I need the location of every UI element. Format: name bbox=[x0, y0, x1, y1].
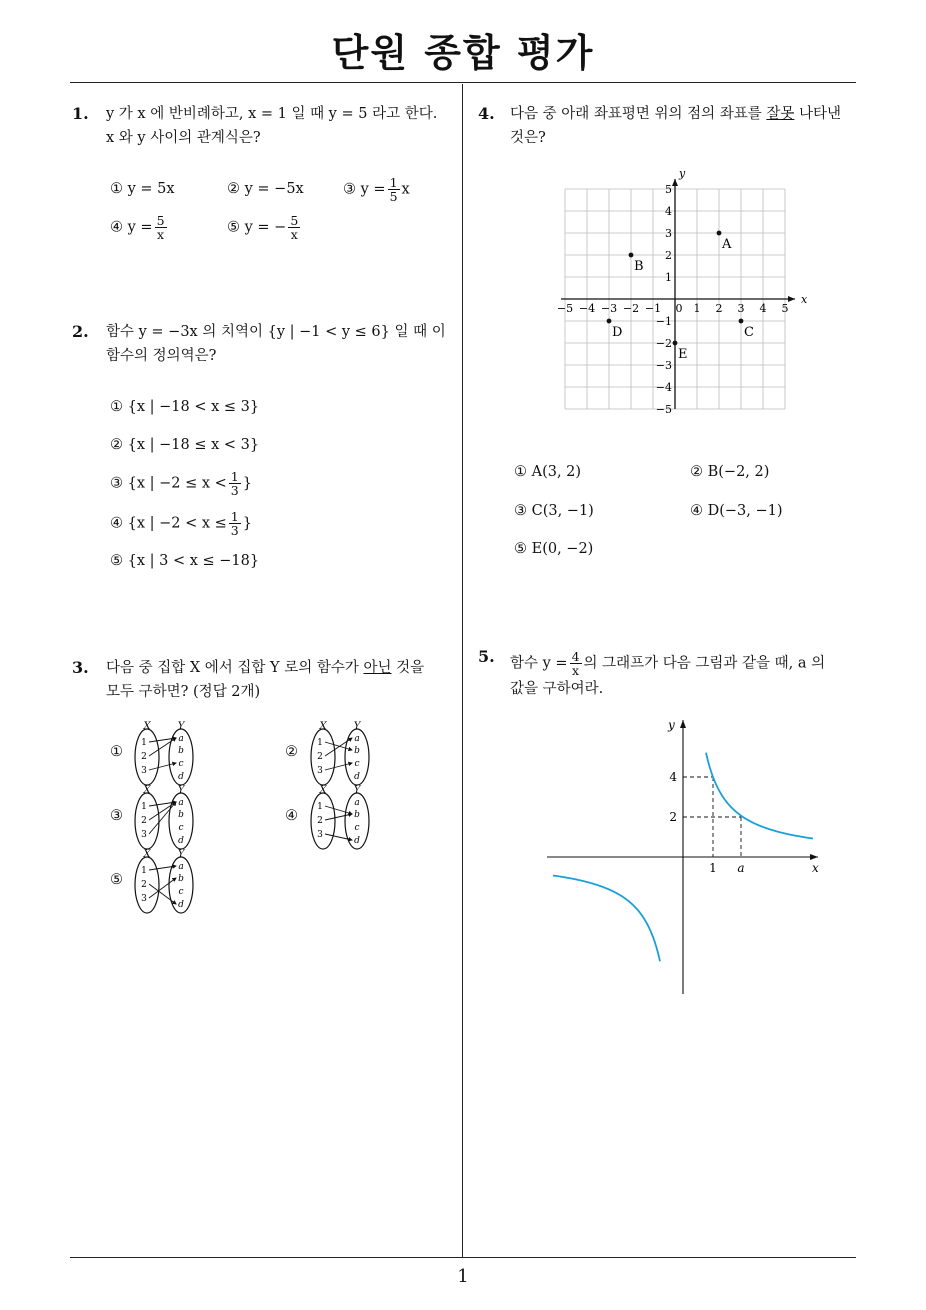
q2-option-4-label: ④ {x | −2 < x ≤ bbox=[110, 515, 227, 532]
set-x-element: 2 bbox=[141, 752, 147, 762]
x-tick-label: 5 bbox=[781, 302, 789, 315]
q4-line-1-part-b: 나타낸 bbox=[794, 106, 842, 122]
question-5-text bbox=[510, 650, 825, 701]
q1-option-4 bbox=[110, 214, 169, 241]
set-y-element: c bbox=[178, 823, 184, 833]
y-axis-arrow bbox=[672, 179, 678, 186]
fraction-denominator: 3 bbox=[230, 483, 239, 498]
set-x-element: 1 bbox=[141, 866, 147, 876]
y-axis-label: y bbox=[668, 718, 675, 732]
set-y-element: c bbox=[178, 887, 184, 897]
q3-mapping-diagram-1 bbox=[130, 720, 200, 786]
q4-option-1: ① A(3, 2) bbox=[514, 464, 582, 480]
set-y-element: d bbox=[354, 836, 360, 846]
x-axis-arrow bbox=[788, 296, 795, 302]
q1-option-4-label: ④ y = bbox=[110, 219, 153, 236]
y-tick-label: −5 bbox=[655, 403, 672, 416]
q2-option-4-fraction bbox=[229, 510, 241, 537]
fraction-numerator: 4 bbox=[571, 649, 580, 664]
q3-underlined-word: 아닌 bbox=[363, 660, 392, 676]
set-y-label: Y bbox=[177, 849, 185, 860]
q4-option-5: ⑤ E(0, −2) bbox=[514, 541, 594, 557]
hyperbola-branch-left bbox=[553, 876, 660, 962]
q3-option-5-label: ⑤ bbox=[110, 872, 123, 888]
question-3-text bbox=[106, 656, 424, 704]
set-x-element: 2 bbox=[317, 752, 323, 762]
point-label-C: C bbox=[744, 325, 754, 340]
x-tick-a: a bbox=[737, 861, 745, 875]
set-x-element: 1 bbox=[317, 738, 323, 748]
point-label-D: D bbox=[612, 325, 623, 340]
q3-mapping-diagram-2 bbox=[306, 720, 376, 786]
point-A bbox=[717, 231, 722, 236]
point-E bbox=[673, 341, 678, 346]
q3-mapping-diagram-3 bbox=[130, 784, 200, 850]
set-x-label: X bbox=[319, 721, 327, 732]
fraction-numerator: 5 bbox=[290, 213, 299, 228]
point-label-E: E bbox=[678, 347, 688, 362]
mapping-arrow bbox=[149, 738, 176, 756]
q1-option-3-variable: x bbox=[401, 181, 410, 198]
set-y-element: b bbox=[354, 810, 360, 820]
y-tick-4: 4 bbox=[669, 770, 677, 784]
set-x-element: 2 bbox=[141, 880, 147, 890]
question-2-line-1: 함수 y = −3x 의 치역이 {y | −1 < y ≤ 6} 일 때 이 bbox=[106, 324, 446, 340]
question-4-text bbox=[510, 102, 841, 150]
x-tick-label: −2 bbox=[622, 302, 640, 315]
fraction-denominator: x bbox=[290, 227, 298, 242]
q3-option-1-label: ① bbox=[110, 744, 123, 760]
q5-line-1-part-a: 함수 y = bbox=[510, 655, 568, 672]
fraction-denominator: x bbox=[157, 227, 165, 242]
mapping-arrow bbox=[325, 814, 352, 820]
y-tick-label: 1 bbox=[665, 271, 672, 284]
q4-line-1-part-a: 다음 중 아래 좌표평면 위의 점의 좌표를 bbox=[510, 106, 767, 122]
mapping-arrow bbox=[325, 738, 352, 756]
set-x-element: 1 bbox=[317, 802, 323, 812]
page-title: 단원 종합 평가 bbox=[331, 31, 595, 75]
q1-option-5-label: ⑤ y = − bbox=[227, 219, 287, 236]
fraction-denominator: 5 bbox=[389, 189, 398, 204]
y-tick-2: 2 bbox=[669, 810, 677, 824]
set-y-element: c bbox=[354, 823, 360, 833]
set-y-label: Y bbox=[177, 721, 185, 732]
question-1-line-1: y 가 x 에 반비례하고, x = 1 일 때 y = 5 라고 한다. bbox=[106, 106, 438, 122]
mapping-arrow bbox=[325, 763, 352, 770]
q5-fraction bbox=[570, 650, 582, 677]
question-5-number: 5. bbox=[478, 647, 495, 666]
x-tick-label: 1 bbox=[693, 302, 701, 315]
set-y-label: Y bbox=[353, 785, 361, 796]
set-y-element: c bbox=[178, 759, 184, 769]
bottom-divider bbox=[70, 1257, 856, 1258]
set-x-label: X bbox=[143, 785, 151, 796]
q2-option-3 bbox=[110, 470, 252, 497]
set-x-element: 1 bbox=[141, 738, 147, 748]
set-x-ellipse bbox=[135, 857, 159, 913]
q2-option-4-brace: } bbox=[242, 515, 252, 532]
question-3-number: 3. bbox=[72, 658, 89, 677]
q3-mapping-diagram-4 bbox=[306, 784, 376, 850]
mapping-arrow bbox=[149, 802, 176, 834]
set-y-element: a bbox=[178, 798, 184, 808]
point-label-B: B bbox=[634, 259, 644, 274]
set-x-element: 2 bbox=[317, 816, 323, 826]
mapping-arrow bbox=[149, 802, 176, 820]
x-tick-label: −4 bbox=[578, 302, 596, 315]
mapping-arrow bbox=[149, 878, 176, 898]
mapping-arrow bbox=[325, 806, 352, 814]
set-x-element: 3 bbox=[317, 830, 323, 840]
set-x-element: 3 bbox=[317, 766, 323, 776]
q3-line-1-part-b: 것을 bbox=[391, 660, 425, 676]
q3-option-3-label: ③ bbox=[110, 808, 123, 824]
fraction-numerator: 1 bbox=[230, 469, 239, 484]
mapping-arrow bbox=[325, 834, 352, 840]
question-2-line-2: 함수의 정의역은? bbox=[106, 348, 217, 364]
question-3-line-2: 모두 구하면? (정답 2개) bbox=[106, 684, 261, 700]
q1-option-5 bbox=[227, 214, 302, 241]
y-tick-label: −3 bbox=[655, 359, 672, 372]
set-y-element: b bbox=[178, 810, 184, 820]
x-axis-label: x bbox=[812, 861, 819, 875]
point-B bbox=[629, 253, 634, 258]
y-axis-arrow bbox=[680, 720, 686, 728]
fraction-numerator: 1 bbox=[230, 509, 239, 524]
q2-option-4 bbox=[110, 510, 252, 537]
set-y-element: b bbox=[178, 746, 184, 756]
question-5-line-2: 값을 구하여라. bbox=[510, 681, 604, 697]
question-2-number: 2. bbox=[72, 322, 89, 341]
set-x-ellipse bbox=[311, 793, 335, 849]
q5-line-1-part-b: 의 그래프가 다음 그림과 같을 때, a 의 bbox=[583, 655, 826, 672]
q4-option-2: ② B(−2, 2) bbox=[690, 464, 770, 480]
set-x-label: X bbox=[319, 785, 327, 796]
q1-option-1: ① y = 5x bbox=[110, 181, 175, 197]
set-y-element: d bbox=[178, 836, 184, 846]
set-x-label: X bbox=[143, 849, 151, 860]
set-y-label: Y bbox=[177, 785, 185, 796]
q1-option-2: ② y = −5x bbox=[227, 181, 304, 197]
q1-option-3 bbox=[343, 176, 410, 203]
question-5-line-1 bbox=[510, 650, 825, 677]
q4-option-4: ④ D(−3, −1) bbox=[690, 503, 783, 519]
set-y-element: a bbox=[354, 734, 360, 744]
q2-option-1: ① {x | −18 < x ≤ 3} bbox=[110, 399, 260, 415]
question-1-text bbox=[106, 102, 437, 150]
set-x-element: 3 bbox=[141, 830, 147, 840]
y-axis-label: y bbox=[679, 167, 686, 180]
mapping-arrow bbox=[149, 884, 176, 904]
q1-option-5-fraction bbox=[288, 214, 300, 241]
set-x-label: X bbox=[143, 721, 151, 732]
mapping-arrow bbox=[325, 742, 352, 750]
y-tick-label: 4 bbox=[665, 205, 672, 218]
fraction-numerator: 5 bbox=[156, 213, 165, 228]
set-y-element: b bbox=[354, 746, 360, 756]
top-divider bbox=[70, 82, 856, 83]
set-x-ellipse bbox=[311, 729, 335, 785]
q4-underlined-word: 잘못 bbox=[766, 106, 795, 122]
question-1-number: 1. bbox=[72, 104, 89, 123]
q2-option-3-label: ③ {x | −2 ≤ x < bbox=[110, 475, 227, 492]
page-number: 1 bbox=[457, 1266, 469, 1287]
coordinate-plane bbox=[556, 167, 810, 424]
fraction-numerator: 1 bbox=[389, 175, 398, 190]
y-tick-label: 5 bbox=[665, 183, 672, 196]
mapping-arrow bbox=[149, 763, 176, 770]
x-tick-label: 3 bbox=[737, 302, 745, 315]
set-y-element: d bbox=[354, 772, 360, 782]
set-y-label: Y bbox=[353, 721, 361, 732]
y-tick-label: −1 bbox=[655, 315, 672, 328]
q2-option-2: ② {x | −18 ≤ x < 3} bbox=[110, 437, 260, 453]
q3-option-2-label: ② bbox=[285, 744, 298, 760]
x-tick-label: −3 bbox=[600, 302, 618, 315]
point-label-A: A bbox=[722, 237, 732, 252]
set-y-element: d bbox=[178, 772, 184, 782]
y-tick-label: 2 bbox=[665, 249, 672, 262]
x-tick-label: 0 bbox=[675, 302, 683, 315]
fraction-denominator: 3 bbox=[230, 523, 239, 538]
question-3-line-1 bbox=[106, 656, 424, 680]
hyperbola-branch-right bbox=[706, 753, 813, 839]
set-y-element: a bbox=[354, 798, 360, 808]
set-x-element: 2 bbox=[141, 816, 147, 826]
y-tick-label: 3 bbox=[665, 227, 672, 240]
q3-line-1-part-a: 다음 중 집합 X 에서 집합 Y 로의 함수가 bbox=[106, 660, 364, 676]
point-D bbox=[607, 319, 612, 324]
y-tick-label: −4 bbox=[655, 381, 672, 394]
fraction-denominator: x bbox=[572, 663, 580, 678]
q1-option-3-fraction bbox=[388, 176, 400, 203]
y-tick-label: −2 bbox=[655, 337, 672, 350]
set-x-element: 1 bbox=[141, 802, 147, 812]
question-4-line-2: 것은? bbox=[510, 130, 546, 146]
set-y-element: a bbox=[178, 862, 184, 872]
question-4-line-1 bbox=[510, 102, 841, 126]
question-1-line-2: x 와 y 사이의 관계식은? bbox=[106, 130, 261, 146]
x-tick-1: 1 bbox=[709, 861, 717, 875]
x-axis-label: x bbox=[801, 293, 808, 306]
x-tick-label: 2 bbox=[715, 302, 723, 315]
x-tick-label: 4 bbox=[759, 302, 767, 315]
question-4-number: 4. bbox=[478, 104, 495, 123]
set-y-element: d bbox=[178, 900, 184, 910]
set-x-ellipse bbox=[135, 729, 159, 785]
set-x-ellipse bbox=[135, 793, 159, 849]
set-x-element: 3 bbox=[141, 766, 147, 776]
q2-option-3-brace: } bbox=[242, 475, 252, 492]
question-2-text bbox=[106, 320, 446, 368]
q3-mapping-diagram-5 bbox=[130, 848, 200, 914]
q1-option-4-fraction bbox=[155, 214, 167, 241]
q3-option-4-label: ④ bbox=[285, 808, 298, 824]
q4-option-3: ③ C(3, −1) bbox=[514, 503, 594, 519]
set-y-element: b bbox=[178, 874, 184, 884]
set-y-element: c bbox=[354, 759, 360, 769]
x-tick-label: −5 bbox=[556, 302, 574, 315]
q2-option-3-fraction bbox=[229, 470, 241, 497]
x-axis-arrow bbox=[810, 854, 818, 860]
x-tick-label: −1 bbox=[644, 302, 662, 315]
hyperbola-graph bbox=[540, 712, 830, 997]
q2-option-5: ⑤ {x | 3 < x ≤ −18} bbox=[110, 553, 260, 569]
q1-option-3-label: ③ y = bbox=[343, 181, 386, 198]
set-x-element: 3 bbox=[141, 894, 147, 904]
set-y-element: a bbox=[178, 734, 184, 744]
column-divider bbox=[462, 84, 463, 1257]
point-C bbox=[739, 319, 744, 324]
